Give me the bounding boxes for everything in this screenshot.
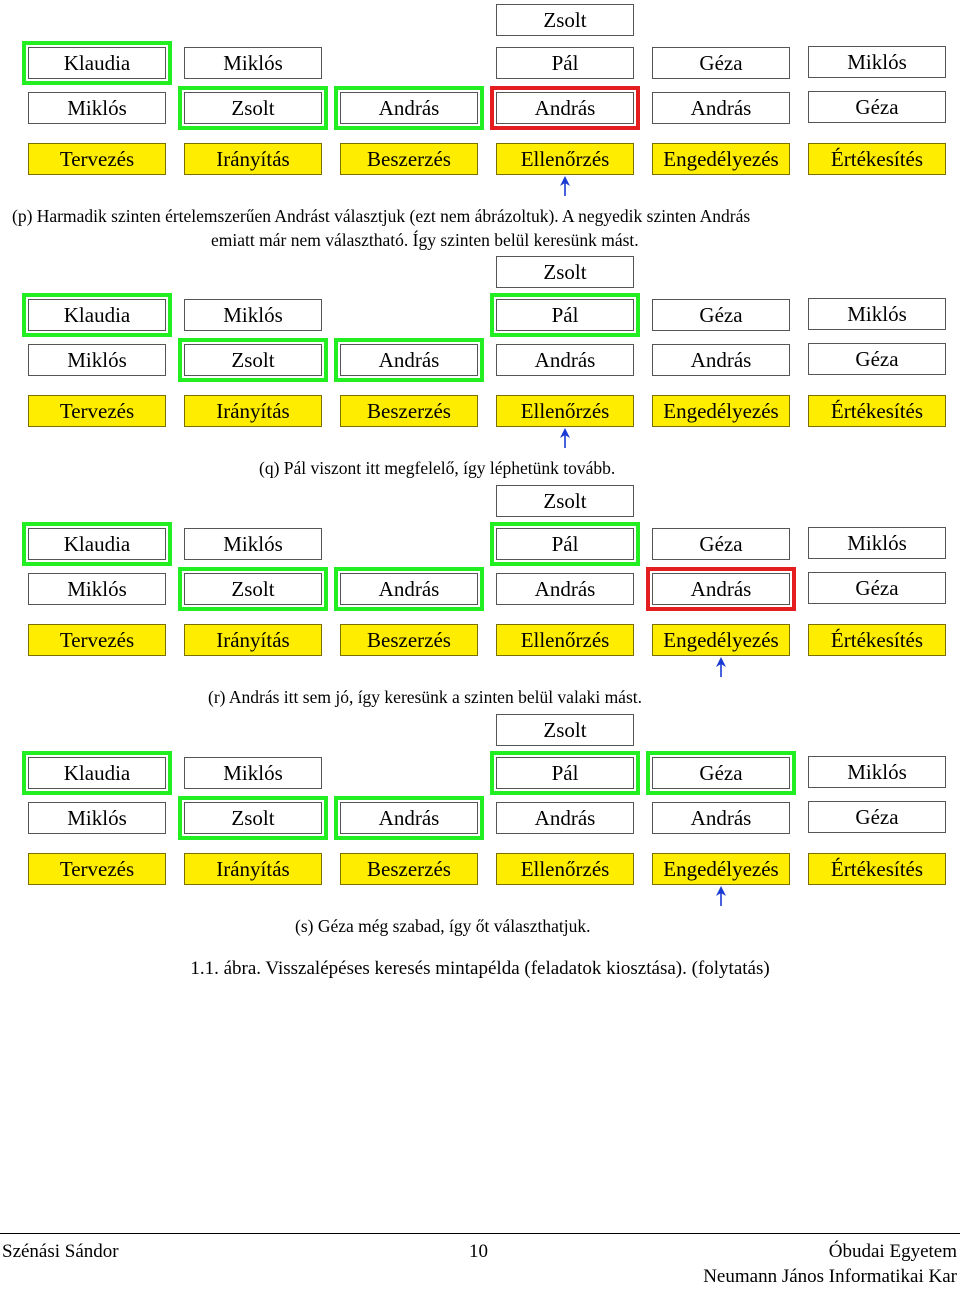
caption-line: emiatt már nem választható. Így szinten belül keresünk mást.: [211, 230, 639, 250]
candidate: András: [496, 92, 634, 124]
top-candidate: Zsolt: [496, 714, 634, 746]
candidate: Pál: [496, 299, 634, 331]
candidate: Klaudia: [28, 528, 166, 560]
selected-highlight: [334, 338, 484, 382]
candidate: Miklós: [808, 756, 946, 788]
candidate: András: [652, 573, 790, 605]
candidate: Miklós: [808, 46, 946, 78]
task-box: Beszerzés: [340, 395, 478, 427]
task-box: Engedélyezés: [652, 853, 790, 885]
candidate: András: [652, 802, 790, 834]
candidate: Miklós: [28, 573, 166, 605]
candidate: Miklós: [808, 527, 946, 559]
footer-page-number: 10: [469, 1241, 488, 1262]
candidate: Géza: [808, 801, 946, 833]
task-box: Engedélyezés: [652, 395, 790, 427]
footer-faculty: Neumann János Informatikai Kar: [703, 1266, 957, 1287]
selected-highlight: [490, 751, 640, 795]
candidate: András: [496, 573, 634, 605]
task-box: Ellenőrzés: [496, 395, 634, 427]
selected-highlight: [334, 796, 484, 840]
caption-line: (p) Harmadik szinten értelemszerűen Andrást választjuk (ezt nem ábrázoltuk). A negyedik szinten András: [12, 206, 751, 226]
task-box: Értékesítés: [808, 143, 946, 175]
current-level-arrow-icon: [715, 657, 727, 677]
task-box: Engedélyezés: [652, 624, 790, 656]
candidate: Zsolt: [184, 573, 322, 605]
selected-highlight: [22, 293, 172, 337]
candidate: Miklós: [184, 757, 322, 789]
selected-highlight: [178, 796, 328, 840]
task-box: Ellenőrzés: [496, 624, 634, 656]
candidate: András: [496, 344, 634, 376]
rejected-highlight: [490, 86, 640, 130]
candidate: Miklós: [808, 298, 946, 330]
current-level-arrow-icon: [559, 176, 571, 196]
top-candidate: Zsolt: [496, 485, 634, 517]
candidate: Miklós: [184, 528, 322, 560]
figure-caption: 1.1. ábra. Visszalépéses keresés mintapélda (feladatok kiosztása). (folytatás): [190, 958, 770, 979]
task-box: Ellenőrzés: [496, 143, 634, 175]
caption-line: (s) Géza még szabad, így őt választhatjuk.: [295, 916, 591, 936]
candidate: Zsolt: [184, 92, 322, 124]
candidate: Klaudia: [28, 757, 166, 789]
candidate: Géza: [652, 47, 790, 79]
candidate: András: [652, 92, 790, 124]
candidate: Géza: [808, 91, 946, 123]
task-box: Beszerzés: [340, 853, 478, 885]
selected-highlight: [22, 751, 172, 795]
task-box: Tervezés: [28, 624, 166, 656]
candidate: Klaudia: [28, 47, 166, 79]
task-box: Beszerzés: [340, 624, 478, 656]
task-box: Irányítás: [184, 395, 322, 427]
footer-author: Szénási Sándor: [2, 1241, 119, 1262]
candidate: András: [340, 344, 478, 376]
caption-line: (q) Pál viszont itt megfelelő, így léphetünk tovább.: [259, 458, 616, 478]
candidate: Pál: [496, 47, 634, 79]
candidate: Miklós: [28, 344, 166, 376]
candidate: Miklós: [28, 802, 166, 834]
candidate: Géza: [652, 528, 790, 560]
candidate: Miklós: [184, 299, 322, 331]
selected-highlight: [490, 293, 640, 337]
selected-highlight: [22, 41, 172, 85]
rejected-highlight: [646, 567, 796, 611]
selected-highlight: [334, 86, 484, 130]
candidate: Pál: [496, 757, 634, 789]
task-box: Tervezés: [28, 143, 166, 175]
candidate: Miklós: [184, 47, 322, 79]
task-box: Beszerzés: [340, 143, 478, 175]
caption-line: (r) András itt sem jó, így keresünk a szinten belül valaki mást.: [208, 687, 642, 707]
task-box: Értékesítés: [808, 624, 946, 656]
task-box: Értékesítés: [808, 853, 946, 885]
task-box: Engedélyezés: [652, 143, 790, 175]
candidate: Klaudia: [28, 299, 166, 331]
selected-highlight: [646, 751, 796, 795]
candidate: Zsolt: [184, 802, 322, 834]
top-candidate: Zsolt: [496, 256, 634, 288]
candidate: Miklós: [28, 92, 166, 124]
selected-highlight: [178, 338, 328, 382]
candidate: András: [652, 344, 790, 376]
current-level-arrow-icon: [559, 428, 571, 448]
footer-divider: [0, 1233, 960, 1234]
task-box: Értékesítés: [808, 395, 946, 427]
task-box: Ellenőrzés: [496, 853, 634, 885]
candidate: Zsolt: [184, 344, 322, 376]
selected-highlight: [178, 86, 328, 130]
candidate: Géza: [652, 757, 790, 789]
selected-highlight: [22, 522, 172, 566]
candidate: András: [340, 92, 478, 124]
task-box: Tervezés: [28, 853, 166, 885]
selected-highlight: [334, 567, 484, 611]
candidate: Géza: [808, 572, 946, 604]
candidate: Géza: [652, 299, 790, 331]
selected-highlight: [490, 522, 640, 566]
task-box: Irányítás: [184, 143, 322, 175]
footer-institution: Óbudai Egyetem: [828, 1241, 957, 1262]
task-box: Irányítás: [184, 853, 322, 885]
current-level-arrow-icon: [715, 886, 727, 906]
task-box: Tervezés: [28, 395, 166, 427]
candidate: András: [340, 802, 478, 834]
candidate: András: [340, 573, 478, 605]
candidate: Géza: [808, 343, 946, 375]
candidate: Pál: [496, 528, 634, 560]
task-box: Irányítás: [184, 624, 322, 656]
selected-highlight: [178, 567, 328, 611]
candidate: András: [496, 802, 634, 834]
top-candidate: Zsolt: [496, 4, 634, 36]
